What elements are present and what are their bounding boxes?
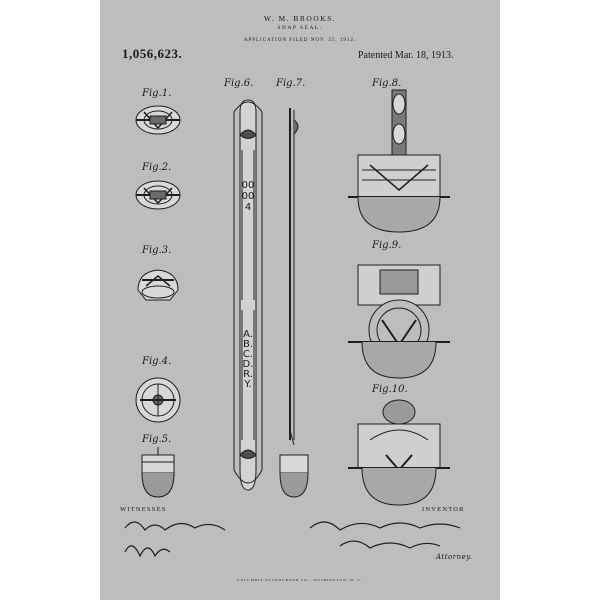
printer-credit: COLUMBIA PLANOGRAPH CO., WASHINGTON, D. C.: [237, 578, 363, 582]
fig2-drawing: [136, 181, 180, 209]
fig8-drawing: [348, 90, 450, 232]
fig7-label: Fig.7.: [276, 78, 306, 89]
signature-flourishes: [125, 522, 460, 556]
strip-number: 00004: [241, 180, 255, 213]
patent-drawing-sheet: [100, 0, 500, 600]
patent-number: 1,056,623.: [122, 46, 183, 61]
fig10-label: Fig.10.: [372, 384, 408, 395]
inventor-header: W. M. BROOKS.: [263, 14, 337, 23]
fig10-drawing: [348, 400, 450, 505]
fig3-label: Fig.3.: [142, 245, 172, 256]
fig4-drawing: [136, 378, 180, 422]
fig2-label: Fig.2.: [142, 162, 172, 173]
fig1-label: Fig.1.: [142, 88, 172, 99]
fig5-drawing: [142, 447, 174, 497]
patent-date: Patented Mar. 18, 1913.: [358, 50, 454, 61]
inventor-label: INVENTOR: [422, 506, 465, 513]
fig5-label: Fig.5.: [142, 434, 172, 445]
fig7-drawing: [280, 108, 308, 497]
fig4-label: Fig.4.: [142, 356, 172, 367]
fig1-drawing: [136, 106, 180, 134]
strip-letters: A.B.C.D.R.Y.: [242, 329, 254, 390]
fig9-label: Fig.9.: [372, 240, 402, 251]
fig8-label: Fig.8.: [372, 78, 402, 89]
fig9-drawing: [348, 265, 450, 378]
fig3-drawing: [138, 270, 178, 300]
filing-date: APPLICATION FILED NOV. 25, 1912.: [243, 38, 357, 43]
witnesses-label: WITNESSES: [120, 506, 167, 513]
attorney-label: Attorney.: [436, 553, 473, 561]
fig6-label: Fig.6.: [224, 78, 254, 89]
fig6-drawing: [234, 100, 262, 490]
patent-title: SNAP SEAL.: [277, 25, 323, 31]
